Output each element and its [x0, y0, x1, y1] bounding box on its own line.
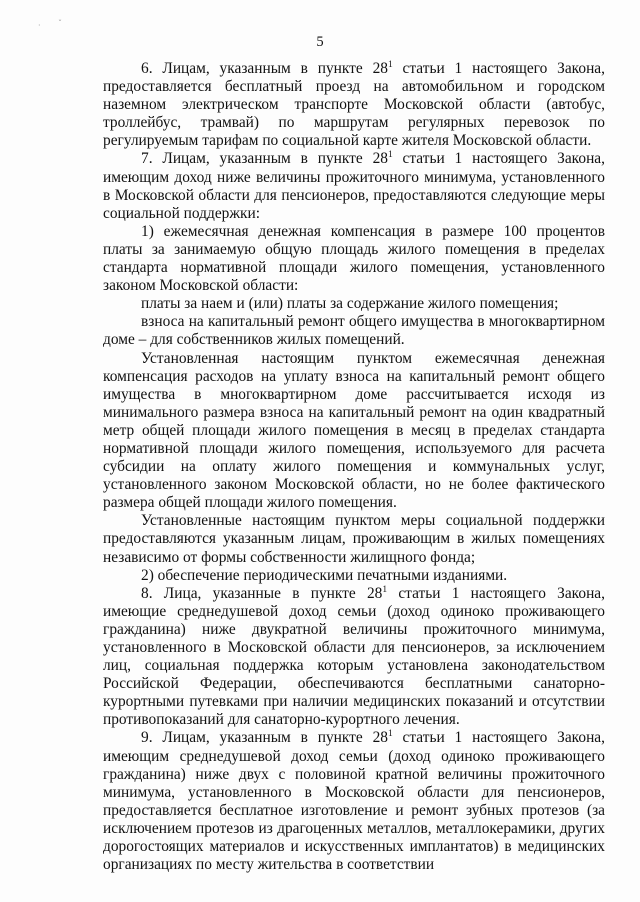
paragraph-item-7: 7. Лицам, указанным в пункте $28^1$ статьи 1 настоящего Закона, имеющим доход ниже величины прожиточного минимума, установленного в Московской области для пенсионеров, предоставляются следующие меры социальной поддержки: — [103, 150, 605, 222]
scan-speck: · — [38, 21, 41, 30]
paragraph-support-measures: Установленные настоящим пунктом меры социальной поддержки предоставляются указанным лицам, проживающим в жилых помещениях независимо от формы собственности жилищного фонда; — [103, 512, 605, 566]
paragraph-compensation-calc: Установленная настоящим пунктом ежемесячная денежная компенсация расходов на уплату взноса на капитальный ремонт общего имущества в многоквартирном доме рассчитывается исходя из минимального размера взноса на капитальный ремонт на один квадратный метр общей площади жилого помещения в месяц в пределах стандарта нормативной площади жилого помещения, используемого для расчета субсидии на оплату жилого помещения и коммунальных услуг, установленного законом Московской области, но не более фактического размера общей площади жилого помещения. — [103, 349, 605, 512]
scan-speck: ˇ — [58, 19, 62, 28]
page-number: 5 — [316, 34, 324, 50]
paragraph-item-9: 9. Лицам, указанным в пункте $28^1$ статьи 1 настоящего Закона, имеющим среднедушевой доход семьи (доход одиноко проживающего гражданина) ниже двух с половиной кратной величины прожиточного минимума, установленного в Московской области для пенсионеров, предоставляется бесплатное изготовление и ремонт зубных протезов (за исключением протезов из драгоценных металлов, металлокерамики, других дорогостоящих материалов и искусственных имплантатов) в медицинских организациях по месту жительства в соответствии — [103, 729, 605, 874]
paragraph-item-8: 8. Лица, указанные в пункте $28^1$ статьи 1 настоящего Закона, имеющие среднедушевой доход семьи (доход одиноко проживающего гражданина) ниже двукратной величины прожиточного минимума, установленного в Московской области для пенсионеров, за исключением лиц, социальная поддержка которым установлена законодательством Российской Федерации, обеспечиваются бесплатными санаторно-курортными путевками при наличии медицинских показаний и отсутствии противопоказаний для санаторно-курортного лечения. — [103, 584, 605, 729]
paragraph-rent-fee: платы за наем и (или) платы за содержание жилого помещения; — [141, 295, 559, 313]
document-body — [103, 60, 605, 874]
paragraph-subitem-2: 2) обеспечение периодическими печатными изданиями. — [141, 566, 508, 584]
paragraph-repair-fee: взноса на капитальный ремонт общего имущества в многоквартирном доме – для собственников жилых помещений. — [103, 313, 605, 349]
paragraph-subitem-1: 1) ежемесячная денежная компенсация в размере 100 процентов платы за занимаемую общую площадь жилого помещения в пределах стандарта нормативной площади жилого помещения, установленного законом Московской области: — [103, 222, 605, 295]
paragraph-item-6: 6. Лицам, указанным в пункте $28^1$ статьи 1 настоящего Закона, предоставляется бесплатный проезд на автомобильном и городском наземном электрическом транспорте Московской области (автобус, троллейбус, трамвай) по маршрутам регулярных перевозок по регулируемым тарифам по социальной карте жителя Московской области. — [103, 60, 605, 150]
